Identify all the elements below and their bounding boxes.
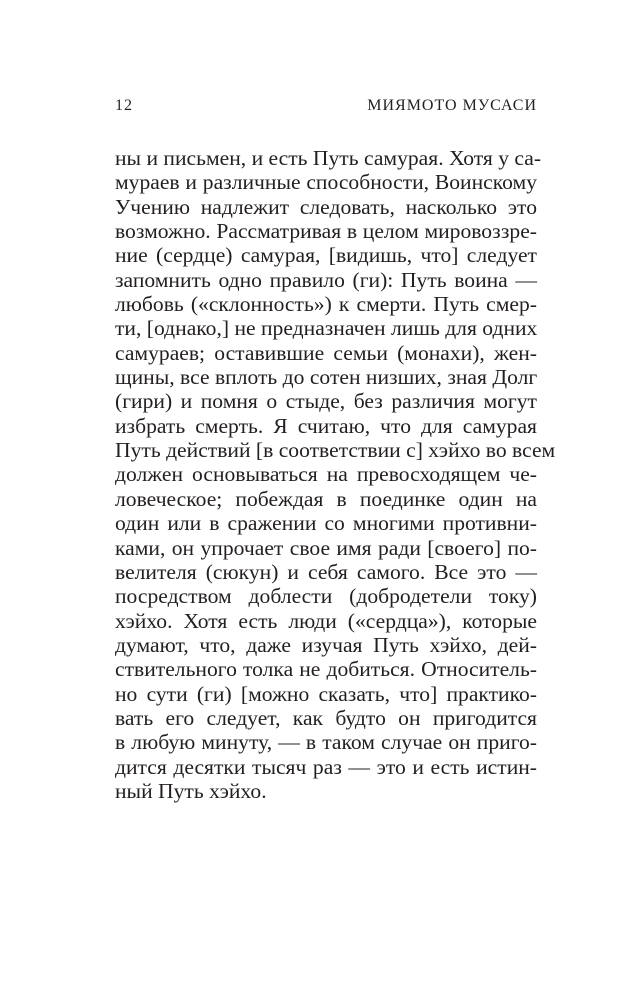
text-line: ны и письмен, и есть Путь самурая. Хотя у са- (115, 146, 542, 170)
text-line: запомнить одно правило (ги): Путь воина — (115, 267, 537, 292)
text-line: велителя (сюкун) и себя самого. Все это — (115, 559, 537, 584)
text-line: должен основываться на превосходящем че- (115, 462, 537, 487)
body-text (115, 146, 556, 803)
text-line: ловеческое; побеждая в поединке один на (115, 486, 537, 511)
text-line: самураев; оставившие семьи (монахи), жен- (115, 340, 537, 365)
text-line: мураев и различные способности, Воинскому (115, 170, 537, 195)
text-line: посредством доблести (добродетели току) (115, 584, 537, 609)
text-line: любовь («склонность») к смерти. Путь смер- (115, 292, 537, 317)
text-line: ками, он упрочает свое имя ради [своего] по- (115, 535, 537, 560)
text-line: щины, все вплоть до сотен низших, зная Долг (115, 365, 538, 390)
text-line: Путь действий [в соответствии с] хэйхо во всем (115, 438, 556, 463)
text-line: (гири) и помня о стыде, без различия могут (115, 389, 537, 414)
text-line: ти, [однако,] не предназначен лишь для одних (115, 316, 538, 341)
text-line: ный Путь хэйхо. (115, 778, 267, 803)
text-line: ние (сердце) самурая, [видишь, что] следует (115, 243, 537, 268)
text-line: Учению надлежит следовать, насколько это (115, 194, 537, 219)
text-line: думают, что, даже изучая Путь хэйхо, дей- (115, 632, 537, 657)
text-line: вать его следует, как будто он пригодится (115, 705, 537, 730)
text-line: один или в сражении со многими противни- (115, 511, 537, 536)
page-header (115, 97, 537, 121)
page-number: 12 (115, 97, 133, 114)
text-line: хэйхо. Хотя есть люди («сердца»), которые (115, 608, 537, 633)
text-line: но сути (ги) [можно сказать, что] практико- (115, 681, 537, 706)
text-line: ствительного толка не добиться. Относитель- (115, 657, 537, 682)
text-line: дится десятки тысяч раз — это и есть истин- (115, 754, 537, 779)
running-title: МИЯМОТО МУСАСИ (367, 97, 537, 114)
text-line: в любую минуту, — в таком случае он приго- (115, 730, 537, 755)
text-line: возможно. Рассматривая в целом мировоззре- (115, 219, 537, 244)
text-line: избрать смерть. Я считаю, что для самурая (115, 413, 537, 438)
